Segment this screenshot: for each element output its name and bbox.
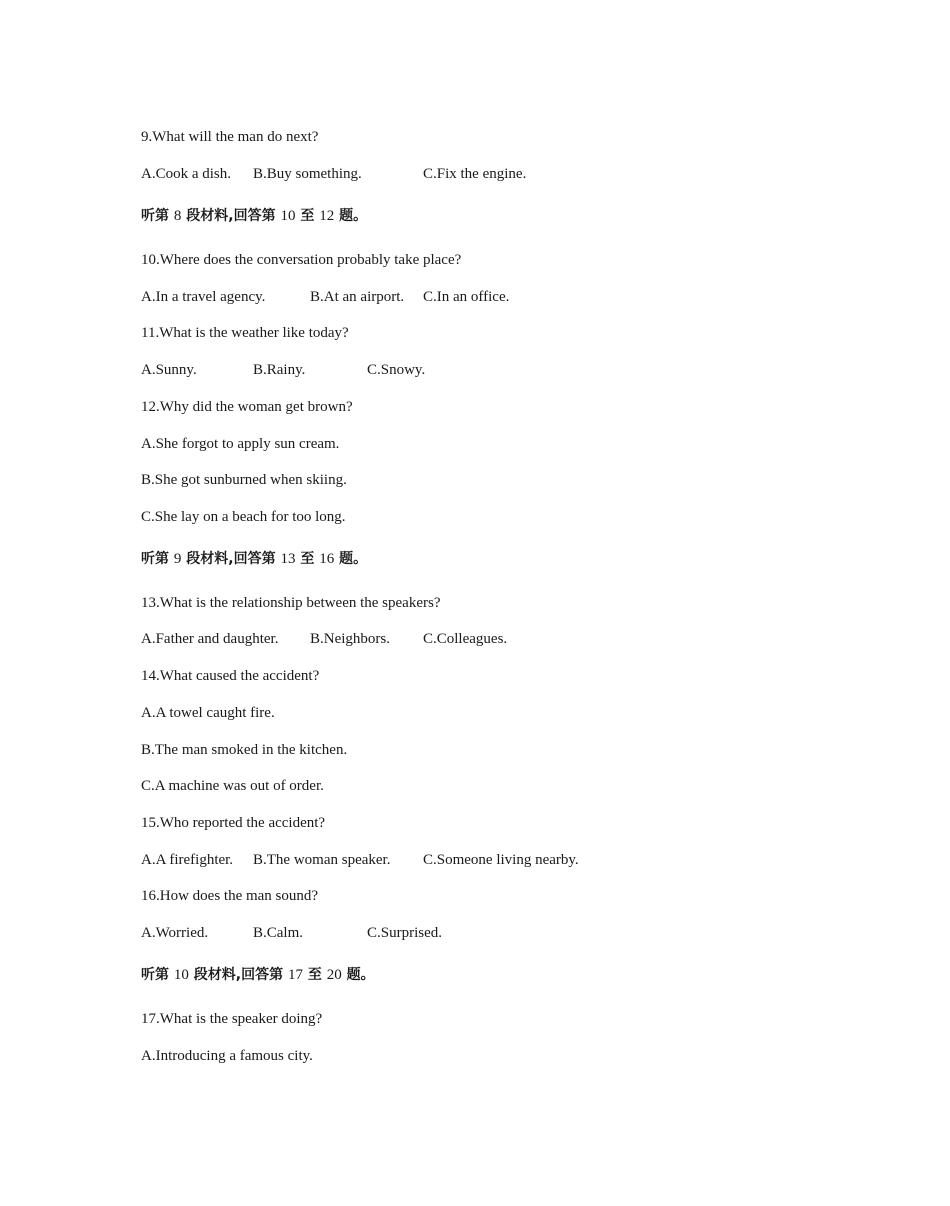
question-17: 17.What is the speaker doing? xyxy=(141,1011,323,1027)
option-c: C.Snowy. xyxy=(367,362,426,378)
question-15: 15.Who reported the accident? xyxy=(141,815,326,831)
option-b: B.Rainy. xyxy=(253,362,306,378)
option-a: A.Worried. xyxy=(141,925,209,941)
section-heading-9: 听第 9 段材料,回答第 13 至 16 题。 xyxy=(141,551,368,567)
question-12-option-c: C.She lay on a beach for too long. xyxy=(141,509,346,525)
option-a: A.A firefighter. xyxy=(141,852,234,868)
option-b: B.Buy something. xyxy=(253,166,362,182)
option-c: C.Surprised. xyxy=(367,925,442,941)
question-16: 16.How does the man sound? xyxy=(141,888,319,904)
question-17-option-a: A.Introducing a famous city. xyxy=(141,1048,313,1064)
section-heading-10: 听第 10 段材料,回答第 17 至 20 题。 xyxy=(141,967,375,983)
question-14-option-c: C.A machine was out of order. xyxy=(141,778,324,794)
question-14: 14.What caused the accident? xyxy=(141,668,320,684)
question-13: 13.What is the relationship between the speakers? xyxy=(141,595,441,611)
option-b: B.Calm. xyxy=(253,925,304,941)
option-b: B.The woman speaker. xyxy=(253,852,391,868)
question-14-option-a: A.A towel caught fire. xyxy=(141,705,275,721)
option-a: A.In a travel agency. xyxy=(141,289,266,305)
section-heading-8: 听第 8 段材料,回答第 10 至 12 题。 xyxy=(141,208,368,224)
option-c: C.Someone living nearby. xyxy=(423,852,579,868)
question-9-options xyxy=(141,164,741,184)
question-9: 9.What will the man do next? xyxy=(141,129,319,145)
question-12-option-a: A.She forgot to apply sun cream. xyxy=(141,436,340,452)
option-b: B.Neighbors. xyxy=(310,631,390,647)
question-13-options xyxy=(141,629,741,649)
question-11-options xyxy=(141,360,741,380)
option-a: A.Father and daughter. xyxy=(141,631,279,647)
question-12-option-b: B.She got sunburned when skiing. xyxy=(141,472,347,488)
option-a: A.Sunny. xyxy=(141,362,197,378)
question-15-options xyxy=(141,850,741,870)
question-11: 11.What is the weather like today? xyxy=(141,325,349,341)
option-b: B.At an airport. xyxy=(310,289,405,305)
question-10: 10.Where does the conversation probably take place? xyxy=(141,252,462,268)
option-c: C.In an office. xyxy=(423,289,510,305)
option-a: A.Cook a dish. xyxy=(141,166,231,182)
question-16-options xyxy=(141,923,741,943)
question-14-option-b: B.The man smoked in the kitchen. xyxy=(141,742,348,758)
question-12: 12.Why did the woman get brown? xyxy=(141,399,353,415)
option-c: C.Fix the engine. xyxy=(423,166,527,182)
question-10-options xyxy=(141,287,741,307)
option-c: C.Colleagues. xyxy=(423,631,508,647)
